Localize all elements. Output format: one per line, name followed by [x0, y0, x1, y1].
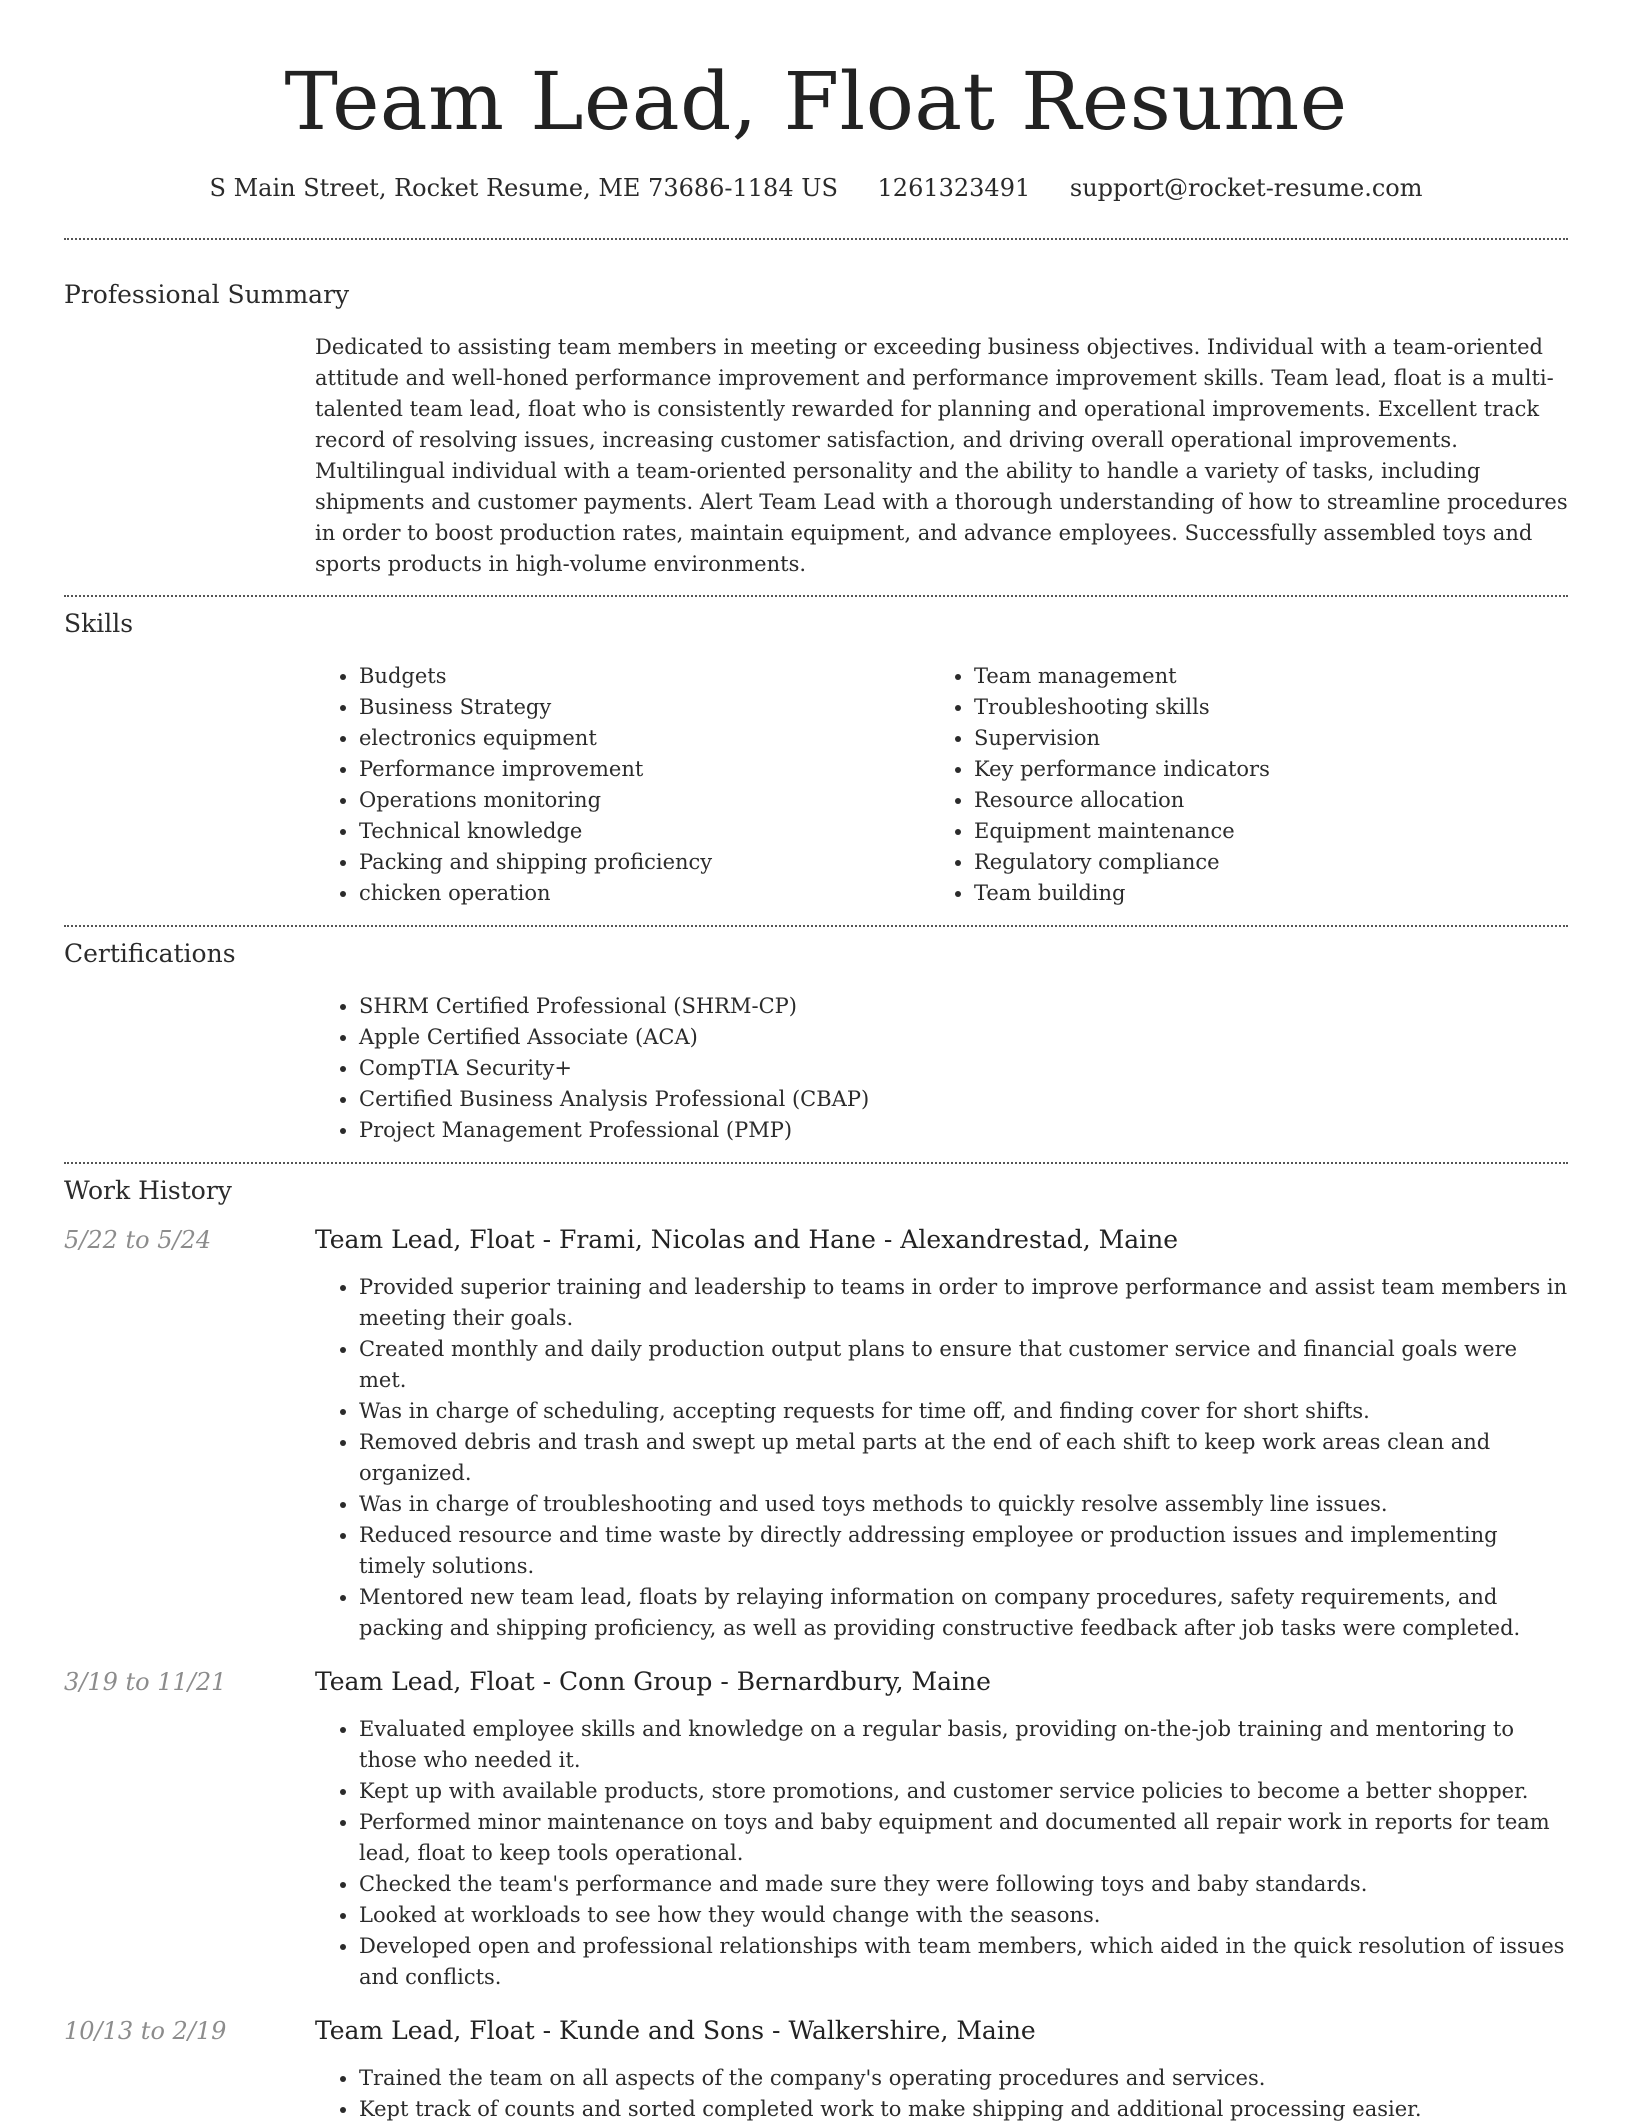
job-dates: 3/19 to 11/21: [64, 1668, 227, 1696]
contact-phone: 1261323491: [877, 174, 1031, 202]
job-title: Team Lead, Float - Conn Group - Bernardbury, Maine: [315, 1667, 991, 1696]
job-bullet-list: [315, 1714, 1568, 1993]
certification-item: • SHRM Certified Professional (SHRM-CP): [359, 991, 1568, 1022]
job-bullet: • Was in charge of troubleshooting and used toys methods to quickly resolve assembly line issues.: [359, 1489, 1568, 1520]
job-bullet: • Kept up with available products, store promotions, and customer service policies to become a better shopper.: [359, 1776, 1568, 1807]
divider: [64, 925, 1568, 927]
resume-page: [64, 0, 1568, 2125]
divider: [64, 238, 1568, 240]
job-bullet: • Mentored new team lead, floats by relaying information on company procedures, safety requirements, and packing and shipping proficiency, as well as providing constructive feedback after job tasks were completed.: [359, 1582, 1568, 1644]
work-section: [64, 1174, 1568, 2125]
certification-item: • Project Management Professional (PMP): [359, 1115, 1568, 1146]
summary-section: [64, 278, 1568, 580]
job-dates: 5/22 to 5/24: [64, 1226, 212, 1254]
skill-item: • Packing and shipping proficiency: [359, 847, 930, 878]
job-bullet: • Was in charge of scheduling, accepting requests for time off, and finding cover for short shifts.: [359, 1396, 1568, 1427]
certifications-list: [315, 991, 1568, 1146]
skills-columns: [315, 661, 1568, 909]
job-bullet: • Reduced resource and time waste by directly addressing employee or production issues and implementing timely solutions.: [359, 1520, 1568, 1582]
job-title: Team Lead, Float - Frami, Nicolas and Hane - Alexandrestad, Maine: [315, 1225, 1179, 1254]
divider: [64, 1162, 1568, 1164]
skill-item: • Operations monitoring: [359, 785, 930, 816]
job-bullet: • Developed open and professional relationships with team members, which aided in the quick resolution of issues and conflicts.: [359, 1931, 1568, 1993]
certification-item: • CompTIA Security+: [359, 1053, 1568, 1084]
contact-address: S Main Street, Rocket Resume, ME 73686-1184 US: [209, 174, 838, 202]
skill-item: • Performance improvement: [359, 754, 930, 785]
job-bullets: [315, 1714, 1568, 1993]
certifications-title: Certifications: [64, 939, 236, 968]
job-bullet: • Kept track of counts and sorted completed work to make shipping and additional processing easier.: [359, 2094, 1568, 2125]
divider: [64, 595, 1568, 597]
skill-item: • chicken operation: [359, 878, 930, 909]
job-header: [64, 1666, 1568, 1698]
skills-section: [64, 607, 1568, 909]
summary-text: Dedicated to assisting team members in meeting or exceeding business objectives. Individual with a team-oriented attitude and well-honed performance improvement and performance improvement skills. Team lead, float is a multi-talented team lead, float who is consistently rewarded for planning and operational improvements. Excellent track record of resolving issues, increasing customer satisfaction, and driving overall operational improvements. Multilingual individual with a team-oriented personality and the ability to handle a variety of tasks, including shipments and customer payments. Alert Team Lead with a thorough understanding of how to streamline procedures in order to boost production rates, maintain equipment, and advance employees. Successfully assembled toys and sports products in high-volume environments.: [315, 335, 1568, 576]
summary-title: Professional Summary: [64, 280, 350, 309]
job-bullets: [315, 2063, 1568, 2125]
job-bullet: • Removed debris and trash and swept up metal parts at the end of each shift to keep work areas clean and organized.: [359, 1427, 1568, 1489]
contact-line: [64, 172, 1568, 204]
certification-item: • Apple Certified Associate (ACA): [359, 1022, 1568, 1053]
skill-item: • Business Strategy: [359, 692, 930, 723]
job-bullets: [315, 1272, 1568, 1644]
job-bullet: • Trained the team on all aspects of the company's operating procedures and services.: [359, 2063, 1568, 2094]
skills-list-right: [930, 661, 1545, 909]
skill-item: • Team management: [974, 661, 1545, 692]
skill-item: • Technical knowledge: [359, 816, 930, 847]
job-dates: 10/13 to 2/19: [64, 2017, 227, 2045]
skills-list-left: [315, 661, 930, 909]
certifications-section: [64, 937, 1568, 1146]
skill-item: • Regulatory compliance: [974, 847, 1545, 878]
job-bullet: • Evaluated employee skills and knowledge on a regular basis, providing on-the-job training and mentoring to those who needed it.: [359, 1714, 1568, 1776]
skill-item: • Key performance indicators: [974, 754, 1545, 785]
job-bullet: • Performed minor maintenance on toys and baby equipment and documented all repair work in reports for team lead, float to keep tools operational.: [359, 1807, 1568, 1869]
job-header: [64, 2015, 1568, 2047]
skill-item: • Team building: [974, 878, 1545, 909]
job-bullet-list: [315, 2063, 1568, 2125]
job-entry: [64, 1224, 1568, 1644]
job-entry: [64, 2015, 1568, 2125]
skill-item: • Troubleshooting skills: [974, 692, 1545, 723]
summary-body: [315, 332, 1568, 580]
skill-item: • Budgets: [359, 661, 930, 692]
skill-item: • Supervision: [974, 723, 1545, 754]
job-title: Team Lead, Float - Kunde and Sons - Walkershire, Maine: [315, 2016, 1036, 2045]
resume-title: Team Lead, Float Resume: [284, 55, 1348, 148]
certification-item: • Certified Business Analysis Professional (CBAP): [359, 1084, 1568, 1115]
skill-item: • Equipment maintenance: [974, 816, 1545, 847]
job-entry: [64, 1666, 1568, 1993]
job-header: [64, 1224, 1568, 1256]
skill-item: • Resource allocation: [974, 785, 1545, 816]
job-bullet-list: [315, 1272, 1568, 1644]
job-bullet: • Created monthly and daily production output plans to ensure that customer service and financial goals were met.: [359, 1334, 1568, 1396]
job-bullet: • Looked at workloads to see how they would change with the seasons.: [359, 1900, 1568, 1931]
work-title: Work History: [64, 1176, 232, 1205]
contact-email: support@rocket-resume.com: [1069, 174, 1423, 202]
skill-item: • electronics equipment: [359, 723, 930, 754]
certifications-body: [315, 991, 1568, 1146]
skills-title: Skills: [64, 609, 134, 638]
job-bullet: • Provided superior training and leadership to teams in order to improve performance and assist team members in meeting their goals.: [359, 1272, 1568, 1334]
job-bullet: • Checked the team's performance and made sure they were following toys and baby standards.: [359, 1869, 1568, 1900]
